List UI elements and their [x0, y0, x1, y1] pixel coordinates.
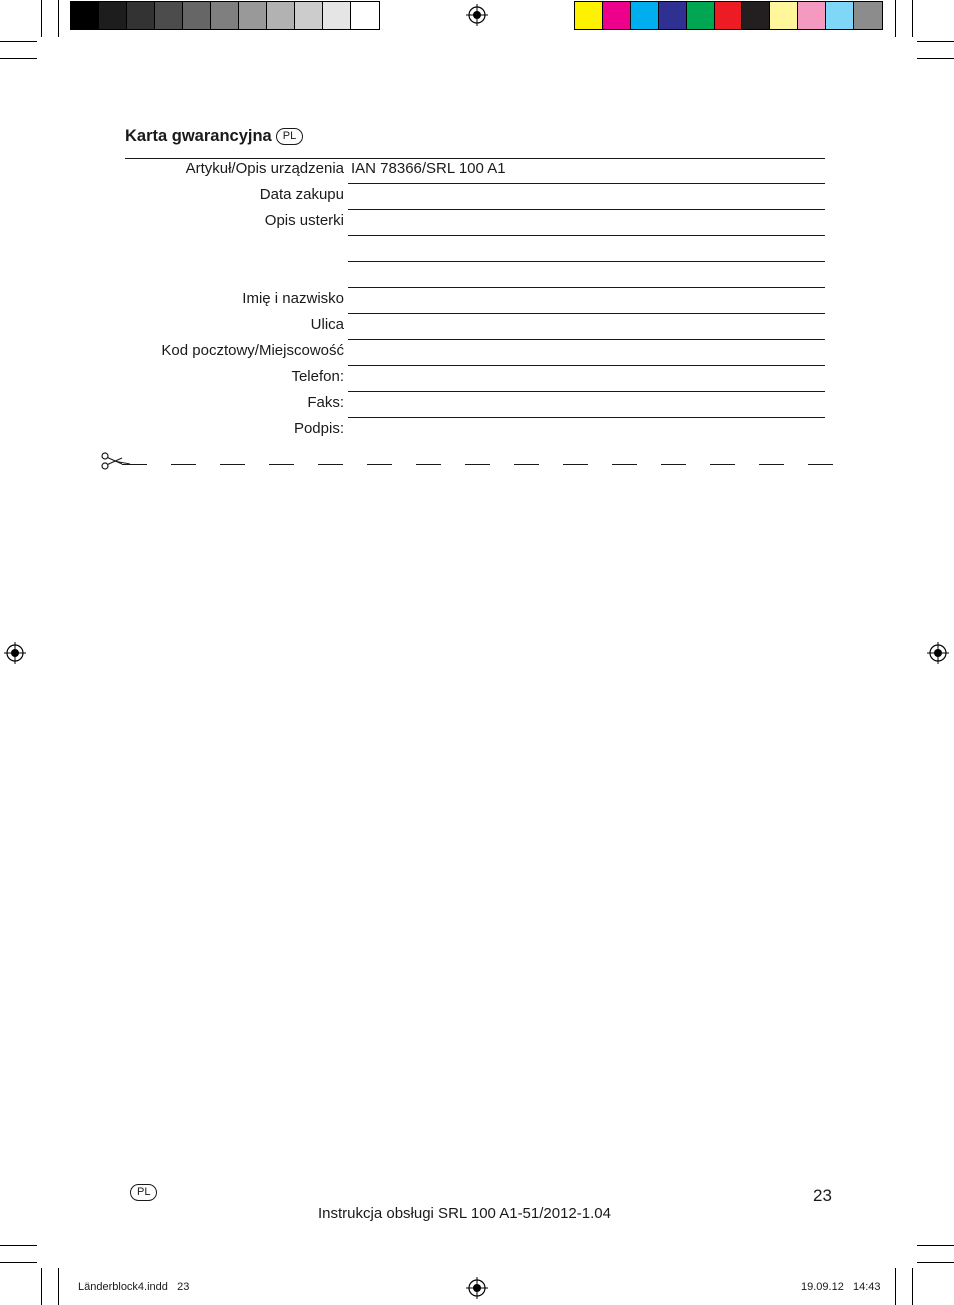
- color-swatch: [798, 2, 826, 29]
- form-field-label: Imię i nazwisko: [242, 290, 344, 307]
- form-field-rule: [348, 261, 825, 262]
- crop-mark: [895, 0, 896, 37]
- cut-dash: [220, 464, 245, 465]
- form-field-rule: [348, 209, 825, 210]
- footer-language-badge: PL: [130, 1184, 157, 1201]
- color-swatch: [211, 2, 239, 29]
- form-field-rule: [348, 391, 825, 392]
- form-field-label: Faks:: [307, 394, 344, 411]
- form-field-label: Kod pocztowy/Miejscowość: [161, 342, 344, 359]
- registration-mark-icon: [466, 4, 488, 26]
- manual-reference: Instrukcja obsługi SRL 100 A1-51/2012-1.04: [318, 1205, 611, 1222]
- cut-dash: [563, 464, 588, 465]
- cut-dash: [808, 464, 833, 465]
- crop-mark: [41, 1268, 42, 1305]
- scissors-icon: [100, 452, 130, 470]
- form-field-label: Opis usterki: [264, 212, 344, 229]
- form-title: [125, 127, 303, 146]
- cut-dash: [416, 464, 441, 465]
- crop-mark: [917, 1245, 954, 1246]
- form-field-label: Telefon:: [291, 368, 344, 385]
- color-swatch: [575, 2, 603, 29]
- color-swatch: [742, 2, 770, 29]
- color-swatch: [715, 2, 743, 29]
- language-badge: PL: [276, 128, 303, 145]
- crop-mark: [917, 41, 954, 42]
- form-field-rule: [348, 235, 825, 236]
- crop-mark: [895, 1268, 896, 1305]
- color-swatch: [155, 2, 183, 29]
- cut-dash: [465, 464, 490, 465]
- cut-dash: [710, 464, 735, 465]
- cut-dash: [318, 464, 343, 465]
- form-field-rule: [348, 183, 825, 184]
- cut-dash: [122, 464, 147, 465]
- grayscale-color-bar: [70, 1, 380, 30]
- color-swatch: [770, 2, 798, 29]
- form-field-rule: [348, 313, 825, 314]
- form-field-label: Data zakupu: [259, 186, 344, 203]
- crop-mark: [58, 1268, 59, 1305]
- form-field-rule: [348, 339, 825, 340]
- color-swatch: [295, 2, 323, 29]
- color-swatch: [659, 2, 687, 29]
- cut-dash: [171, 464, 196, 465]
- cut-dash: [612, 464, 637, 465]
- color-swatch: [854, 2, 882, 29]
- color-swatch: [323, 2, 351, 29]
- form-top-rule: [125, 158, 825, 159]
- cut-dash: [661, 464, 686, 465]
- color-swatch: [127, 2, 155, 29]
- form-field-label: Podpis:: [293, 420, 344, 437]
- form-field-label: Artykuł/Opis urządzenia: [185, 160, 344, 177]
- form-field-rule: [348, 365, 825, 366]
- crop-mark: [0, 1245, 37, 1246]
- color-swatch: [351, 2, 379, 29]
- color-swatch: [99, 2, 127, 29]
- color-swatch: [239, 2, 267, 29]
- registration-mark-icon: [466, 1277, 488, 1299]
- crop-mark: [0, 1262, 37, 1263]
- form-field-value[interactable]: IAN 78366/SRL 100 A1: [351, 160, 506, 177]
- crop-mark: [912, 1268, 913, 1305]
- process-color-bar: [574, 1, 883, 30]
- crop-mark: [912, 0, 913, 37]
- page-number: 23: [813, 1186, 832, 1205]
- slug-datetime: 19.09.12 14:43: [801, 1281, 881, 1293]
- cut-dash: [514, 464, 539, 465]
- cut-dash: [759, 464, 784, 465]
- crop-mark: [0, 41, 37, 42]
- color-swatch: [603, 2, 631, 29]
- crop-mark: [41, 0, 42, 37]
- crop-mark: [0, 58, 37, 59]
- color-swatch: [631, 2, 659, 29]
- form-field-rule: [348, 287, 825, 288]
- form-title-text: Karta gwarancyjna: [125, 127, 272, 145]
- color-swatch: [183, 2, 211, 29]
- registration-mark-icon: [4, 642, 26, 664]
- crop-mark: [917, 1262, 954, 1263]
- form-field-label: Ulica: [310, 316, 344, 333]
- cut-dash: [367, 464, 392, 465]
- color-swatch: [267, 2, 295, 29]
- color-swatch: [826, 2, 854, 29]
- crop-mark: [58, 0, 59, 37]
- color-swatch: [71, 2, 99, 29]
- color-swatch: [687, 2, 715, 29]
- crop-mark: [917, 58, 954, 59]
- slug-filename: Länderblock4.indd 23: [78, 1281, 190, 1293]
- form-field-rule: [348, 417, 825, 418]
- cut-dash: [269, 464, 294, 465]
- registration-mark-icon: [927, 642, 949, 664]
